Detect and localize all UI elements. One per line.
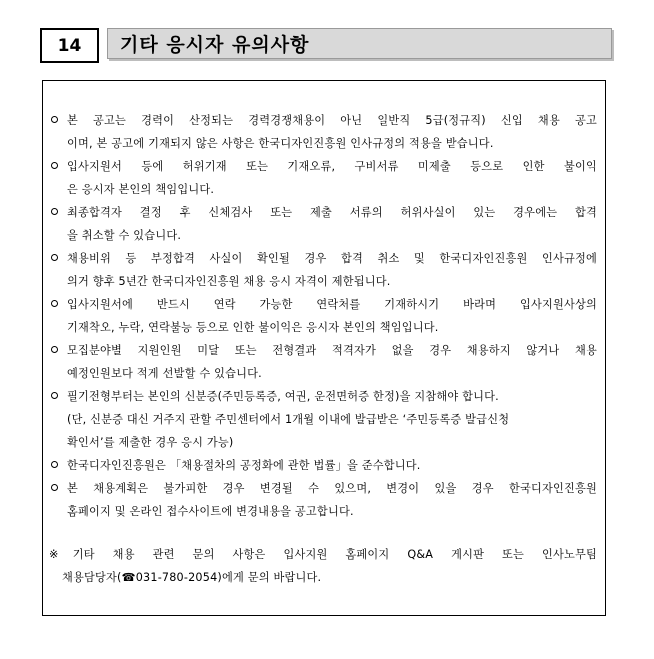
contact-note	[49, 543, 597, 589]
list-item	[43, 109, 605, 155]
circle-bullet-icon	[51, 254, 58, 261]
list-item	[43, 454, 605, 477]
list-item	[43, 339, 605, 385]
list-item	[43, 385, 605, 454]
item-line: 입사지원서에 반드시 연락 가능한 연락처를 기재하시기 바라며 입사지원사상의	[67, 298, 597, 311]
item-line: 한국디자인진흥원은 「채용절차의 공정화에 관한 법률」을 준수합니다.	[67, 459, 421, 472]
circle-bullet-icon	[51, 300, 58, 307]
item-line: 이며, 본 공고에 기재되지 않은 사항은 한국디자인진흥원 인사규정의 적용을 받습니다.	[67, 137, 494, 150]
item-line: 기재착오, 누락, 연락불능 등으로 인한 불이익은 응시자 본인의 책임입니다.	[67, 321, 439, 334]
item-line: 본 공고는 경력이 산정되는 경력경쟁채용이 아닌 일반직 5급(정규직) 신입 채용 공고	[67, 114, 597, 127]
list-item	[43, 155, 605, 201]
list-item	[43, 477, 605, 523]
item-line: 의거 향후 5년간 한국디자인진흥원 채용 응시 자격이 제한됩니다.	[67, 275, 391, 288]
circle-bullet-icon	[51, 116, 58, 123]
notice-list	[43, 109, 605, 523]
circle-bullet-icon	[51, 484, 58, 491]
item-line: 입사지원서 등에 허위기재 또는 기재오류, 구비서류 미제출 등으로 인한 불이익	[67, 160, 597, 173]
circle-bullet-icon	[51, 346, 58, 353]
item-line: 홈페이지 및 온라인 접수사이트에 변경내용을 공고합니다.	[67, 505, 354, 518]
item-line: 예정인원보다 적게 선발할 수 있습니다.	[67, 367, 262, 380]
note-line: 채용담당자(☎031-780-2054)에게 문의 바랍니다.	[62, 571, 322, 584]
circle-bullet-icon	[51, 461, 58, 468]
item-line: 채용비위 등 부정합격 사실이 확인될 경우 합격 취소 및 한국디자인진흥원 인사규정에	[67, 252, 597, 265]
circle-bullet-icon	[51, 162, 58, 169]
list-item	[43, 247, 605, 293]
item-line: 을 취소할 수 있습니다.	[67, 229, 182, 242]
notice-content-box	[42, 80, 606, 616]
item-line: 모집분야별 지원인원 미달 또는 전형결과 적격자가 없을 경우 채용하지 않거나 채용	[67, 344, 597, 357]
list-item	[43, 201, 605, 247]
item-line: 최종합격자 결정 후 신체검사 또는 제출 서류의 허위사실이 있는 경우에는 합격	[67, 206, 597, 219]
circle-bullet-icon	[51, 392, 58, 399]
list-item	[43, 293, 605, 339]
item-line: 은 응시자 본인의 책임입니다.	[67, 183, 215, 196]
section-title: 기타 응시자 유의사항	[107, 28, 612, 59]
item-line: 본 채용계획은 불가피한 경우 변경될 수 있으며, 변경이 있을 경우 한국디자인진흥원	[67, 482, 597, 495]
item-line: (단, 신분증 대신 거주지 관할 주민센터에서 1개월 이내에 발급받은 ‘주민등록증 발급신청	[67, 413, 510, 426]
section-number: 14	[40, 28, 99, 63]
section-header	[40, 28, 614, 63]
item-line: 확인서’를 제출한 경우 응시 가능)	[67, 436, 234, 449]
circle-bullet-icon	[51, 208, 58, 215]
note-line: ※기타 채용 관련 문의 사항은 입사지원 홈페이지 Q&A 게시판 또는 인사노무팀	[49, 548, 597, 561]
item-line: 필기전형부터는 본인의 신분증(주민등록증, 여권, 운전면허증 한정)을 지참해야 합니다.	[67, 390, 499, 403]
